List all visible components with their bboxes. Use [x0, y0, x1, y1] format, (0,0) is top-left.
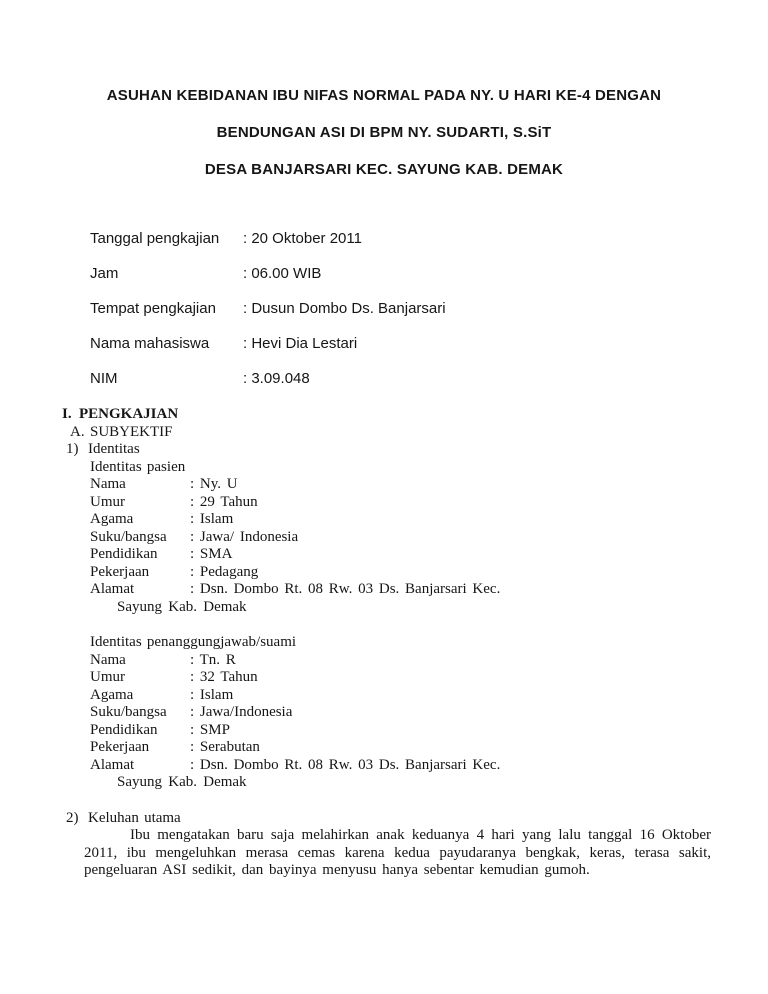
list-item-identitas	[0, 441, 768, 459]
subsection-letter: A.	[70, 423, 85, 440]
list-item-number: 2)	[66, 809, 79, 826]
field-row-alamat	[90, 581, 768, 599]
meta-value: : 3.09.048	[243, 370, 310, 387]
assessment-body	[0, 406, 768, 880]
meta-value: : Dusun Dombo Ds. Banjarsari	[243, 300, 446, 317]
field-value: : Pedagang	[190, 563, 259, 580]
field-label: Suku/bangsa	[90, 704, 167, 720]
section-number: I.	[62, 406, 72, 422]
meta-label: Jam	[90, 265, 119, 282]
field-value: : Tn. R	[190, 651, 236, 668]
patient-address-continuation: Sayung Kab. Demak	[117, 598, 247, 615]
field-label: Pendidikan	[90, 721, 158, 738]
meta-label: Nama mahasiswa	[90, 335, 210, 352]
patient-identity-heading: Identitas pasien	[90, 458, 186, 475]
field-label: Nama	[90, 476, 126, 492]
list-item-number: 1)	[66, 441, 79, 457]
list-item-label: Keluhan utama	[88, 809, 181, 826]
meta-label: NIM	[90, 370, 118, 387]
field-label: Alamat	[90, 581, 135, 597]
list-item-keluhan-utama	[0, 810, 768, 828]
meta-value: : 06.00 WIB	[243, 265, 322, 282]
field-row-agama	[90, 687, 768, 705]
list-item-label: Identitas	[88, 441, 140, 457]
field-row-suku	[90, 704, 768, 722]
title-line-2: BENDUNGAN ASI DI BPM NY. SUDARTI, S.SiT	[216, 124, 552, 141]
field-value: : Dsn. Dombo Rt. 08 Rw. 03 Ds. Banjarsari Kec.	[190, 756, 501, 773]
field-row-pekerjaan	[90, 564, 768, 582]
field-row-agama	[90, 511, 768, 529]
field-row-pendidikan	[90, 722, 768, 740]
field-label: Alamat	[90, 756, 135, 773]
field-label: Umur	[90, 493, 125, 510]
field-value: : 29 Tahun	[190, 493, 258, 510]
meta-row-jam	[90, 266, 768, 282]
meta-row-nama-mahasiswa	[90, 336, 768, 352]
section-title: PENGKAJIAN	[79, 406, 179, 422]
field-row-pekerjaan	[90, 739, 768, 757]
field-row-nama	[90, 652, 768, 670]
meta-block	[90, 231, 768, 387]
guardian-identity-block	[0, 634, 768, 774]
meta-row-tanggal	[90, 231, 768, 247]
field-value: : Islam	[190, 686, 234, 703]
field-value: : SMA	[190, 546, 233, 562]
field-row-nama	[90, 476, 768, 494]
subsection-title: SUBYEKTIF	[90, 423, 173, 440]
chief-complaint-paragraph: Ibu mengatakan baru saja melahirkan anak keduanya 4 hari yang lalu tanggal 16 Oktober 2011, ibu mengeluhkan merasa cemas karena kedua payudaranya bengkak, keras, terasa sakit, pengeluaran ASI sedikit, dan bayinya menyusu hanya sebentar kemudian gumoh.	[84, 827, 711, 878]
meta-label: Tanggal pengkajian	[90, 230, 220, 247]
field-label: Umur	[90, 669, 125, 685]
field-row-umur	[90, 494, 768, 512]
title-line-1: ASUHAN KEBIDANAN IBU NIFAS NORMAL PADA NY. U HARI KE-4 DENGAN	[106, 87, 662, 104]
field-value: : 32 Tahun	[190, 669, 258, 685]
field-label: Agama	[90, 511, 134, 527]
field-value: : Islam	[190, 511, 234, 527]
title-line-3: DESA BANJARSARI KEC. SAYUNG KAB. DEMAK	[204, 161, 564, 178]
field-label: Pekerjaan	[90, 739, 150, 755]
field-label: Pendidikan	[90, 546, 158, 562]
meta-value: : 20 Oktober 2011	[243, 230, 362, 247]
field-value: : SMP	[190, 721, 230, 738]
meta-value: : Hevi Dia Lestari	[243, 335, 358, 352]
field-label: Agama	[90, 686, 134, 703]
section-heading	[0, 406, 768, 424]
document-title	[0, 0, 768, 178]
guardian-address-continuation: Sayung Kab. Demak	[117, 774, 247, 790]
field-row-umur	[90, 669, 768, 687]
meta-label: Tempat pengkajian	[90, 300, 216, 317]
subsection-heading	[0, 424, 768, 442]
meta-row-nim	[90, 371, 768, 387]
field-row-alamat	[90, 757, 768, 775]
field-label: Pekerjaan	[90, 563, 150, 580]
field-value: : Serabutan	[190, 739, 260, 755]
patient-identity-block	[0, 459, 768, 599]
field-value: : Ny. U	[190, 476, 238, 492]
field-value: : Jawa/ Indonesia	[190, 528, 299, 545]
field-label: Nama	[90, 651, 126, 668]
field-row-suku	[90, 529, 768, 547]
field-value: : Jawa/Indonesia	[190, 704, 293, 720]
field-label: Suku/bangsa	[90, 528, 167, 545]
guardian-identity-heading: Identitas penanggungjawab/suami	[90, 634, 297, 650]
field-value: : Dsn. Dombo Rt. 08 Rw. 03 Ds. Banjarsari Kec.	[190, 581, 501, 597]
field-row-pendidikan	[90, 546, 768, 564]
meta-row-tempat	[90, 301, 768, 317]
